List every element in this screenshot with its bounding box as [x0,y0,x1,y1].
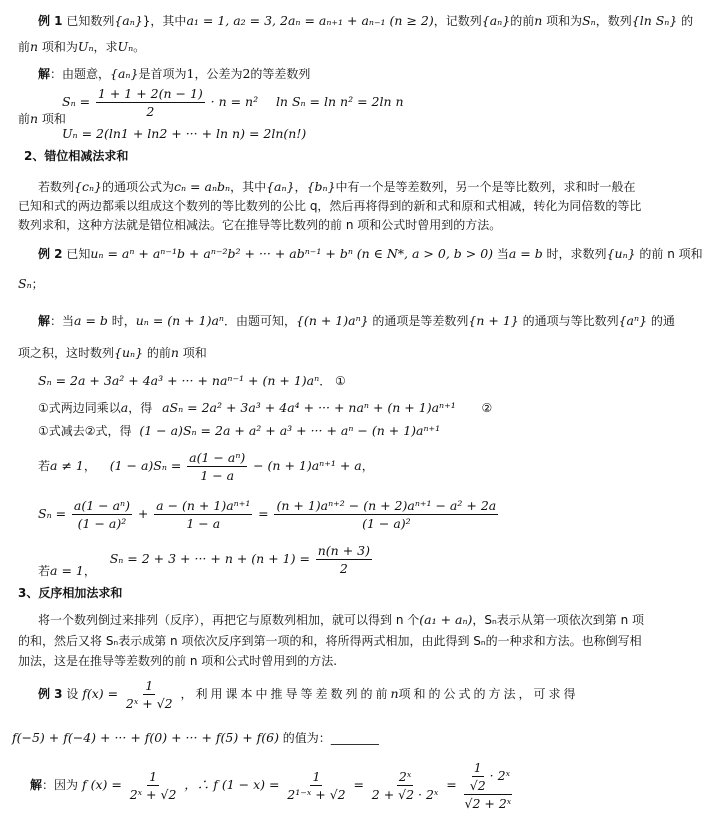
ex1-front-sum-label: 前n 项和 [18,111,66,126]
ex2-label: 例 2 [38,247,63,261]
sec2-para-line1: 若数列{cₙ}的通项公式为cₙ = aₙbₙ，其中{aₙ}，{bₙ}中有一个是等差数列，另一个是等比数列，求和时一般在 [38,179,636,194]
ex1-label: 例 1 [38,14,63,28]
eq3-line: ①式减去②式，得 (1 − a)Sₙ = 2a + a² + a³ + ··· + aⁿ − (n + 1)aⁿ⁺¹ [38,423,441,438]
sec2-para-line3: 数列求和，这种方法就是错位相减法。它在推导等比数列的前 n 项和公式时曾用到的方法。 [18,218,502,232]
ex3-line2: f(−5) + f(−4) + ··· + f(0) + ··· + f(5) + f(6) 的值为：________ [12,730,379,745]
ex2-solution-line1: 解：当a = b 时，uₙ = (n + 1)aⁿ．由题可知，{(n + 1)aⁿ} 的通项是等差数列{n + 1} 的通项与等比数列{aⁿ} 的通 [38,313,675,328]
ex2-line1: 例 2 已知uₙ = aⁿ + aⁿ⁻¹b + aⁿ⁻²b² + ··· + abⁿ⁻¹ + bⁿ (n ∈ N*, a > 0, b > 0) 当a = b 时，求数列{uₙ} 的前 n 项和 [38,246,703,261]
ex3-label: 例 3 [38,687,63,701]
sn-closed-form: Sₙ = $\frac{\text{a(1 − aⁿ)}}{\text{(1 − a)²}}$ + $\frac{\text{a − (n + 1)aⁿ⁺¹}}{1 - a}$ = $\frac{\text{(n + 1)aⁿ⁺² − (n + 2)aⁿ⁺¹ − a² + 2a}}{\text{(1 − a)²}}$ [38,498,497,531]
ex2-line2: Sₙ； [18,276,44,291]
ex1-solution-intro: 解：由题意，{aₙ}是首项为1，公差为2的等差数列 [38,66,311,81]
recurrence-formula: a₁ = 1, a₂ = 3, 2aₙ = aₙ₊₁ + aₙ₋₁ (n ≥ 2) [186,13,434,28]
sec3-para-line1: 将一个数列倒过来排列（反序），再把它与原数列相加，就可以得到 n 个(a₁ + aₙ)，Sₙ表示从第一项依次到第 n 项 [38,612,645,627]
section3-title: 3、反序相加法求和 [18,586,123,600]
ex2-solution-line2: 项之积，这时数列{uₙ} 的前n 项和 [18,345,207,360]
ex1-sn-formula: Sₙ = $\frac{1 + 1 + 2(n - 1)}{2}$ · n = n² ln Sₙ = ln n² = 2ln n [62,86,404,119]
ex3-solution: 解：因为 f (x) = $\frac{1}{\text{2ˣ + √2}}$ ，∴ f (1 − x) = $\frac{1}{\text{2¹⁻ˣ + √2}}$ = $\frac{\text{2ˣ}}{\text{2 + √2 · 2ˣ}}$ = $\frac{1}{√2}$ · 2ˣ √2 + 2ˣ [30,760,512,811]
section2-title: 2、错位相减法求和 [24,149,129,163]
ex3-line1: 例 3 设 f(x) = $\frac{1}{\text{2ˣ + √2}}$ ，利用课本中推导等差数列的前n项和的公式的方法，可求得 [38,678,579,711]
eq5-line: 若a = 1， Sₙ = 2 + 3 + ··· + n + (n + 1) = $\frac{n(n + 3)}{2}$ [38,543,370,578]
sec3-para-line3: 加法，这是在推导等差数列的前 n 项和公式时曾用到的方法. [18,654,338,668]
eq1-line: Sₙ = 2a + 3a² + 4a³ + ··· + naⁿ⁻¹ + (n + 1)aⁿ． ① [38,373,346,388]
answer-blank: ________ [330,731,379,745]
sec3-para-line2: 的和，然后又将 Sₙ表示成第 n 项依次反序到第一项的和，将所得两式相加，由此得到 Sₙ的一种求和方法。也称倒写相 [18,634,642,648]
eq2-line: ①式两边同乘以a，得 aSₙ = 2a² + 3a³ + 4a⁴ + ··· + naⁿ + (n + 1)aⁿ⁺¹ ② [38,400,493,415]
ex1-line1: 例 1 已知数列{aₙ}}，其中a₁ = 1, a₂ = 3, 2aₙ = aₙ₊₁ + aₙ₋₁ (n ≥ 2)，记数列{aₙ}的前n 项和为Sₙ，数列{ln Sₙ} 的 [38,13,694,28]
ex1-line2: 前n 项和为Uₙ，求Uₙ。 [18,39,146,54]
ex1-un-formula: Uₙ = 2(ln1 + ln2 + ··· + ln n) = 2ln(n!) [62,126,307,141]
sec2-para-line2: 已知和式的两边都乘以组成这个数列的等比数列的公比 q，然后再将得到的新和式和原和式相减，转化为同倍数的等比 [18,199,642,213]
eq4-line: 若a ≠ 1， (1 − a)Sₙ = $\frac{\text{a(1 − aⁿ)}}{1 - a}$ − (n + 1)aⁿ⁺¹ + a， [38,450,374,483]
seq-a-symbol: {aₙ} [114,13,143,28]
